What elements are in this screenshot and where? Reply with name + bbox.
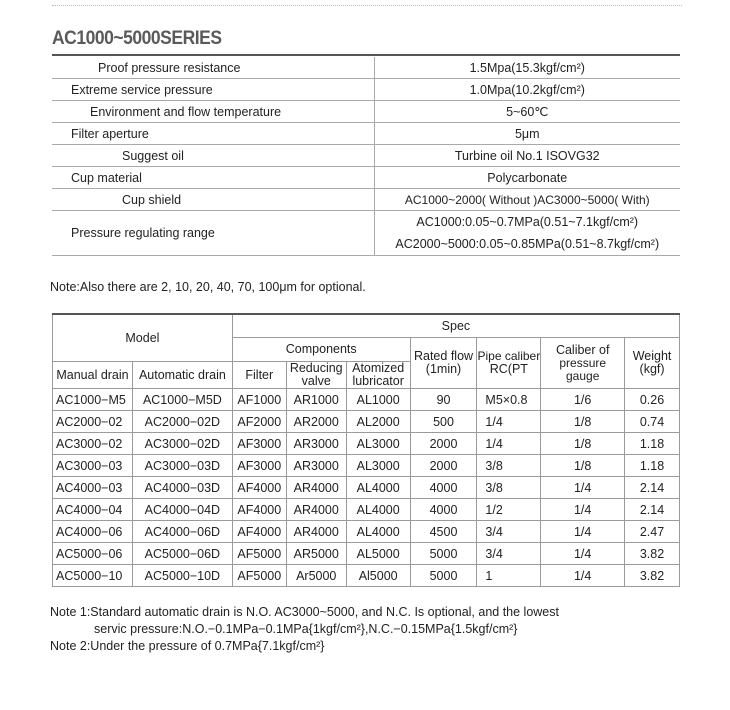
spec-row [52,101,680,123]
spec-label: Environment and flow temperature [52,101,374,123]
spec-value: Polycarbonate [374,167,680,189]
automatic-drain-cell: AC5000−06D [132,543,232,565]
manual-drain-cell: AC4000−04 [53,499,133,521]
reducing-valve-cell: AR3000 [286,433,346,455]
reducing-valve-cell: AR1000 [286,389,346,411]
spec-label: Proof pressure resistance [52,57,374,79]
automatic-drain-cell: AC1000−M5D [132,389,232,411]
gauge-cell: 1/8 [541,433,625,455]
model-row [53,389,680,411]
spec-value: 5μm [374,123,680,145]
series-title: AC1000~5000SERIES [52,28,222,49]
pipe-caliber-header [477,338,541,389]
manual-drain-cell: AC5000−06 [53,543,133,565]
weight-cell: 2.47 [625,521,680,543]
pipe-caliber-cell: 3/4 [477,521,541,543]
note-1-line-1: Note 1:Standard automatic drain is N.O. AC3000~5000, and N.C. Is optional, and the lowest [50,605,559,619]
model-row [53,565,680,587]
spec-label: Pressure regulating range [52,211,374,256]
model-row [53,477,680,499]
spec-value: 1.0Mpa(10.2kgf/cm²) [374,79,680,101]
automatic-drain-cell: AC5000−10D [132,565,232,587]
spec-header: Spec [232,314,679,338]
spec-value: AC1000~2000( Without )AC3000~5000( With) [374,189,680,211]
spec-label: Filter aperture [52,123,374,145]
atomized-lubricator-cell: AL4000 [346,521,410,543]
top-dotted-divider [52,5,682,6]
atomized-lubricator-cell: Al5000 [346,565,410,587]
pipe-caliber-cell: M5×0.8 [477,389,541,411]
filter-cell: AF2000 [232,411,286,433]
filter-header: Filter [232,362,286,389]
header-row [53,314,680,338]
rated-flow-cell: 500 [410,411,477,433]
automatic-drain-header: Automatic drain [132,362,232,389]
automatic-drain-cell: AC2000−02D [132,411,232,433]
filter-cell: AF4000 [232,499,286,521]
manual-drain-cell: AC4000−03 [53,477,133,499]
gauge-cell: 1/4 [541,499,625,521]
automatic-drain-cell: AC4000−04D [132,499,232,521]
filter-cell: AF5000 [232,543,286,565]
note-2: Note 2:Under the pressure of 0.7MPa{7.1kgf/cm²} [50,639,325,653]
manual-drain-cell: AC5000−10 [53,565,133,587]
model-row [53,433,680,455]
rated-flow-cell: 2000 [410,433,477,455]
rated-flow-cell: 90 [410,389,477,411]
atomized-lubricator-cell: AL4000 [346,477,410,499]
gauge-cell: 1/4 [541,543,625,565]
weight-header [625,338,680,389]
spec-value: 1.5Mpa(15.3kgf/cm²) [374,57,680,79]
header-line: (1min) [425,362,462,376]
filter-cell: AF4000 [232,477,286,499]
spec-value-line: AC1000:0.05~0.7MPa(0.51~7.1kgf/cm²) [416,215,639,229]
pipe-caliber-cell: 3/8 [477,477,541,499]
spec-value-stack [374,211,680,256]
header-line: (kgf) [639,362,665,376]
spec-row [52,57,680,79]
pipe-caliber-cell: 1 [477,565,541,587]
header-line: Caliber of [555,342,610,357]
manual-drain-header: Manual drain [53,362,133,389]
gauge-cell: 1/4 [541,477,625,499]
gauge-cell: 1/8 [541,411,625,433]
weight-cell: 0.26 [625,389,680,411]
rated-flow-cell: 4500 [410,521,477,543]
reducing-valve-cell: Ar5000 [286,565,346,587]
atomized-lubricator-cell: AL2000 [346,411,410,433]
model-header: Model [53,314,233,362]
spec-row [52,79,680,101]
components-header: Components [232,338,410,362]
weight-cell: 2.14 [625,499,680,521]
note-1-line-2: servic pressure:N.O.−0.1MPa−0.1MPa{1kgf/cm²},N.C.−0.15MPa{1.5kgf/cm²} [94,622,518,636]
reducing-valve-cell: AR2000 [286,411,346,433]
automatic-drain-cell: AC4000−03D [132,477,232,499]
weight-cell: 0.74 [625,411,680,433]
atomized-lubricator-cell: AL3000 [346,433,410,455]
model-row [53,543,680,565]
manual-drain-cell: AC3000−03 [53,455,133,477]
filter-cell: AF3000 [232,433,286,455]
header-line: Rated flow [413,349,474,363]
rated-flow-cell: 2000 [410,455,477,477]
rated-flow-header [410,338,477,389]
model-row [53,455,680,477]
spec-table [52,57,680,256]
header-line: Reducing [289,361,343,375]
pipe-caliber-cell: 1/4 [477,411,541,433]
spec-row [52,189,680,211]
reducing-valve-cell: AR4000 [286,477,346,499]
manual-drain-cell: AC3000−02 [53,433,133,455]
atomized-lubricator-cell: AL5000 [346,543,410,565]
automatic-drain-cell: AC4000−06D [132,521,232,543]
automatic-drain-cell: AC3000−02D [132,433,232,455]
spec-row [52,167,680,189]
spec-label: Cup material [52,167,374,189]
spec-value-line: AC2000~5000:0.05~0.85MPa(0.51~8.7kgf/cm²) [395,237,660,251]
atomized-lubricator-header [346,362,410,389]
spec-value: Turbine oil No.1 ISOVG32 [374,145,680,167]
weight-cell: 3.82 [625,565,680,587]
rated-flow-cell: 5000 [410,565,477,587]
header-line: pressure gauge [559,355,607,383]
gauge-cell: 1/8 [541,455,625,477]
footnotes [50,604,559,655]
model-row [53,411,680,433]
model-row [53,521,680,543]
spec-label: Cup shield [52,189,374,211]
reducing-valve-cell: AR5000 [286,543,346,565]
spec-value: 5~60℃ [374,101,680,123]
spec-row [52,211,680,256]
rated-flow-cell: 5000 [410,543,477,565]
filter-cell: AF3000 [232,455,286,477]
weight-cell: 3.82 [625,543,680,565]
model-table [52,313,680,587]
manual-drain-cell: AC2000−02 [53,411,133,433]
gauge-cell: 1/4 [541,565,625,587]
atomized-lubricator-cell: AL1000 [346,389,410,411]
pipe-caliber-cell: 3/8 [477,455,541,477]
manual-drain-cell: AC1000−M5 [53,389,133,411]
header-line: valve [301,374,331,388]
pipe-caliber-cell: 1/4 [477,433,541,455]
gauge-cell: 1/4 [541,521,625,543]
filter-cell: AF5000 [232,565,286,587]
header-line: Atomized [352,361,405,375]
spec-row [52,123,680,145]
atomized-lubricator-cell: AL4000 [346,499,410,521]
automatic-drain-cell: AC3000−03D [132,455,232,477]
reducing-valve-cell: AR4000 [286,499,346,521]
title-rule [52,54,680,56]
header-line: lubricator [352,374,404,388]
header-line: RC(PT [489,362,528,376]
pipe-caliber-cell: 3/4 [477,543,541,565]
rated-flow-cell: 4000 [410,477,477,499]
header-line: Weight [632,349,672,363]
manual-drain-cell: AC4000−06 [53,521,133,543]
rated-flow-cell: 4000 [410,499,477,521]
model-table-body [53,389,680,587]
atomized-lubricator-cell: AL3000 [346,455,410,477]
reducing-valve-cell: AR3000 [286,455,346,477]
reducing-valve-header [286,362,346,389]
reducing-valve-cell: AR4000 [286,521,346,543]
weight-cell: 1.18 [625,433,680,455]
weight-cell: 1.18 [625,455,680,477]
gauge-header [541,338,625,389]
model-row [53,499,680,521]
gauge-cell: 1/6 [541,389,625,411]
filter-cell: AF4000 [232,521,286,543]
optional-note: Note:Also there are 2, 10, 20, 40, 70, 100μm for optional. [50,280,366,294]
filter-cell: AF1000 [232,389,286,411]
weight-cell: 2.14 [625,477,680,499]
header-line: Pipe caliber [477,349,541,363]
spec-row [52,145,680,167]
pipe-caliber-cell: 1/2 [477,499,541,521]
spec-label: Suggest oil [52,145,374,167]
spec-label: Extreme service pressure [52,79,374,101]
